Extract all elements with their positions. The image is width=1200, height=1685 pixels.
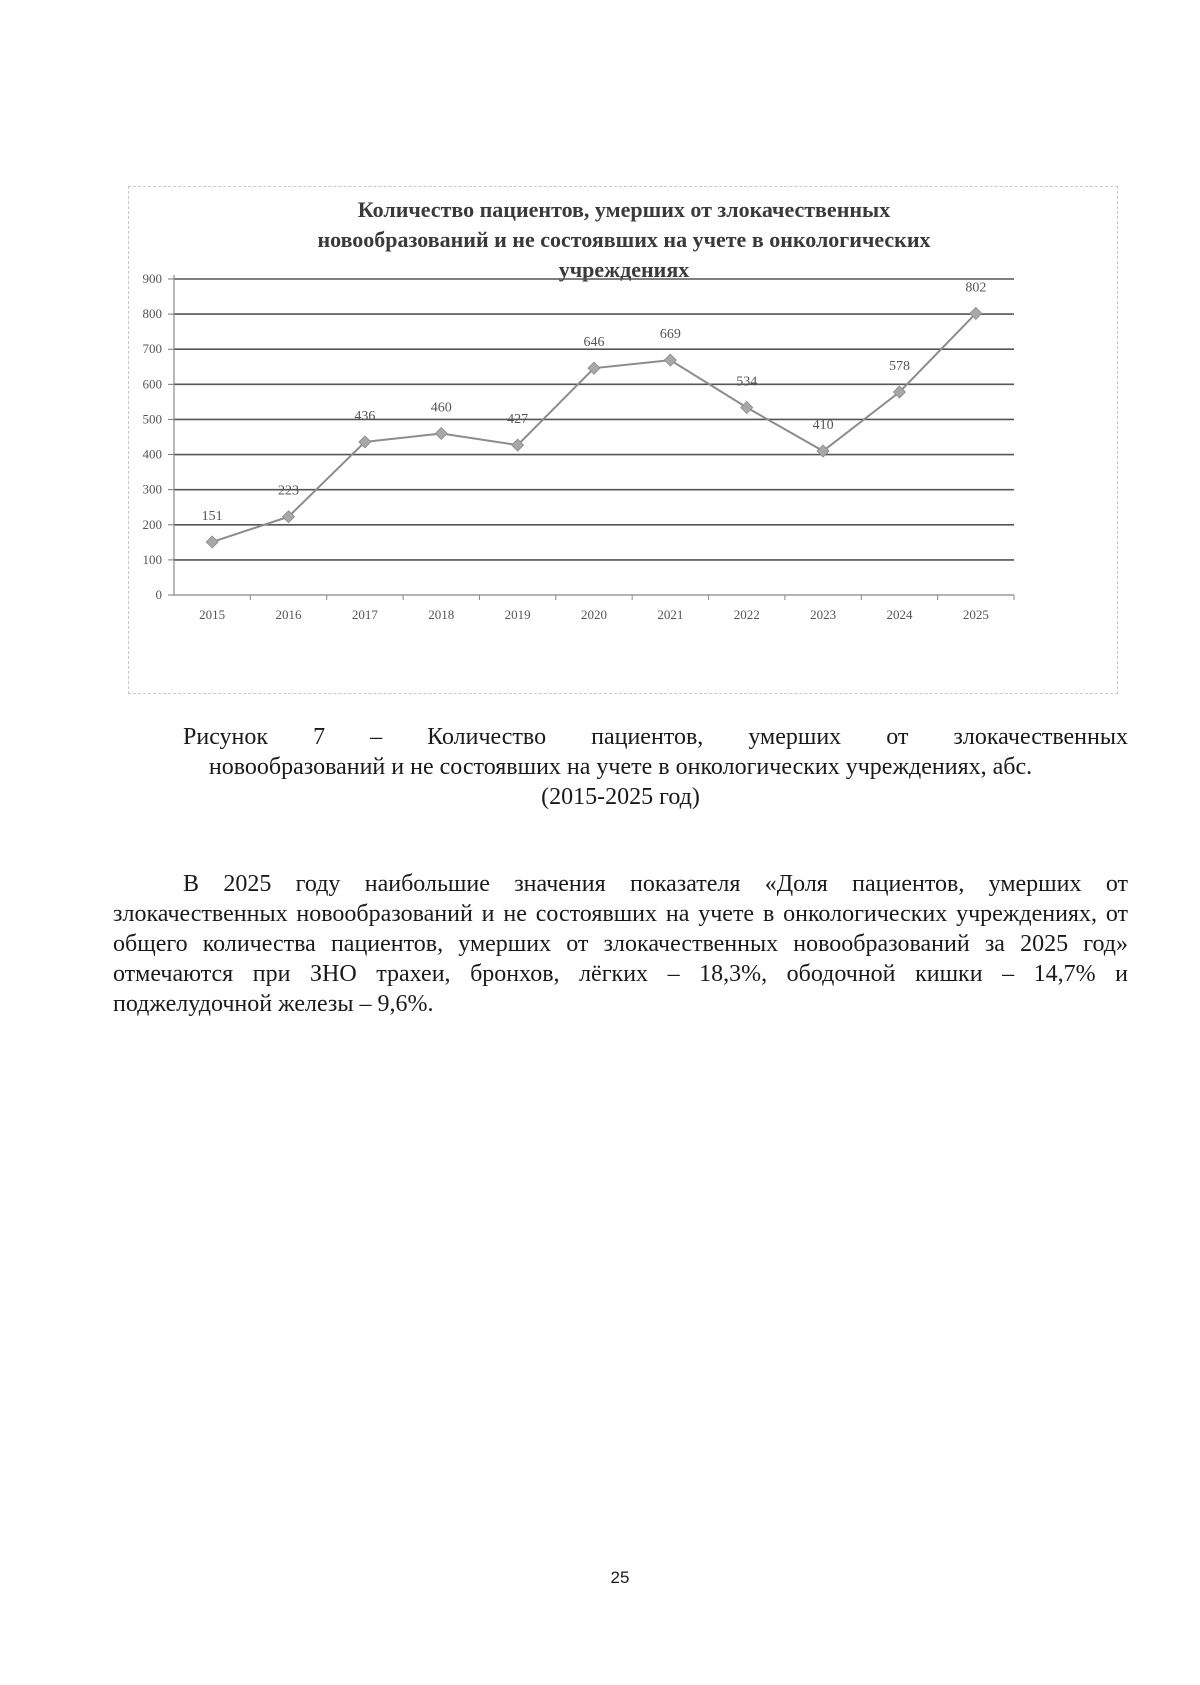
y-tick-label: 400: [142, 446, 162, 462]
x-tick-label: 2025: [962, 607, 989, 622]
data-point-marker: [664, 354, 676, 366]
data-label: 436: [354, 408, 376, 424]
data-label: 223: [278, 483, 300, 499]
y-tick-label: 500: [142, 411, 162, 427]
y-tick-label: 200: [142, 516, 162, 532]
x-tick-label: 2017: [351, 607, 378, 622]
caption-word: злокачественных: [953, 724, 1128, 750]
chart-title-line-2: новообразований и не состоявших на учете в онкологических: [317, 227, 931, 252]
chart-frame: [128, 186, 1118, 694]
data-point-marker: [435, 427, 447, 439]
data-label: 578: [888, 359, 910, 375]
caption-word: –: [370, 724, 383, 750]
caption-word: Рисунок: [183, 724, 269, 750]
y-tick-label: 800: [142, 306, 162, 322]
x-tick-label: 2023: [810, 607, 837, 622]
x-tick-label: 2022: [733, 607, 760, 622]
body-paragraph: В 2025 году наибольшие значения показателя «Доля пациентов, умерших от злокачественных новообразований и не состоявших на учете в онкологических учреждениях, от общего количества пациентов, умерших от злокачественных новообразований за 2025 год» отмечаются при ЗНО трахеи, бронхов, лёгких – 18,3%, ободочной кишки – 14,7% и поджелудочной железы – 9,6%.: [113, 871, 1128, 1017]
data-label: 802: [965, 280, 987, 296]
data-label: 534: [736, 374, 758, 390]
caption-word: умерших: [748, 724, 842, 750]
caption-word: 7: [313, 724, 326, 750]
x-tick-label: 2015: [199, 607, 226, 622]
figure-caption: [113, 722, 1128, 812]
x-tick-label: 2018: [428, 607, 455, 622]
y-tick-label: 600: [142, 376, 162, 392]
x-tick-label: 2016: [275, 607, 302, 622]
data-label: 646: [583, 335, 605, 351]
page-number: 25: [610, 1568, 630, 1587]
caption-line-2: новообразований и не состоявших на учете в онкологических учреждениях, абс.: [208, 754, 1033, 780]
data-point-marker: [206, 536, 218, 548]
y-tick-label: 100: [142, 551, 162, 567]
x-tick-label: 2019: [504, 607, 531, 622]
data-label: 151: [201, 508, 223, 524]
data-point-marker: [741, 402, 753, 414]
caption-word: Количество: [427, 724, 547, 750]
data-label: 460: [430, 400, 452, 416]
data-label: 669: [659, 327, 681, 343]
chart-title-line-1: Количество пациентов, умерших от злокачественных: [357, 197, 891, 222]
x-tick-label: 2024: [886, 607, 913, 622]
y-tick-label: 300: [142, 481, 162, 497]
y-tick-label: 900: [142, 271, 162, 286]
y-tick-label: 0: [155, 587, 162, 602]
caption-line-1: [113, 722, 1128, 752]
caption-line-3: (2015-2025 год): [541, 784, 700, 810]
x-tick-label: 2021: [657, 607, 684, 622]
data-label: 410: [812, 418, 834, 434]
x-tick-label: 2020: [581, 607, 607, 622]
line-chart: [129, 187, 1119, 695]
caption-word: от: [886, 724, 909, 750]
caption-word: пациентов,: [591, 724, 704, 750]
chart-title-line-3: учреждениях: [558, 257, 690, 282]
data-label: 427: [507, 412, 529, 428]
y-tick-label: 700: [142, 341, 162, 357]
